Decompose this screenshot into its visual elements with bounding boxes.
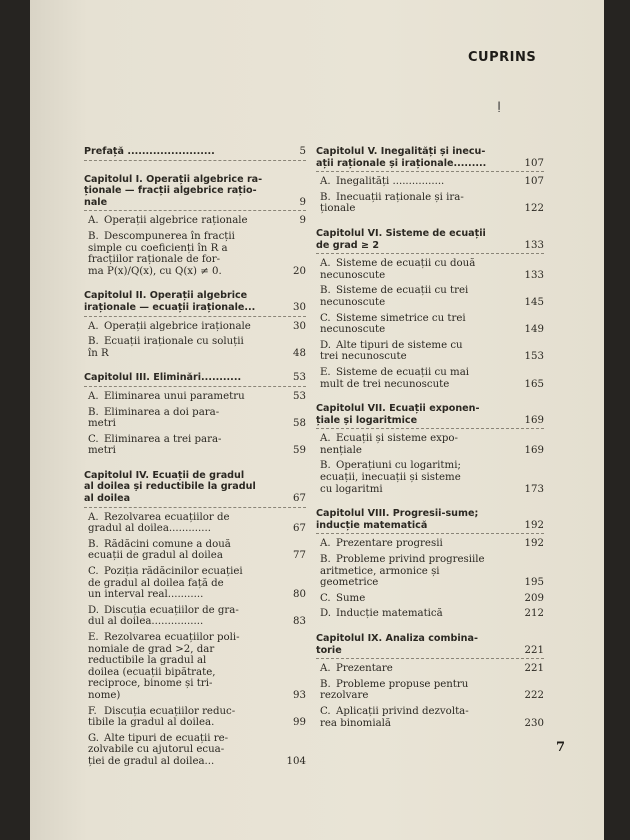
toc-entry-title: Prezentare: [336, 663, 393, 675]
toc-section-letter: A.: [320, 433, 331, 445]
toc-page-number: 222: [524, 690, 544, 702]
toc-section-letter: B.: [88, 230, 99, 242]
toc-entry-title: Operațiuni cu logaritmi; ecuații, inecuații și sisteme cu logaritmi: [320, 460, 461, 495]
toc-section: [316, 285, 544, 308]
toc-page-number: 30: [293, 301, 306, 313]
toc-section: [316, 608, 544, 620]
toc-section-letter: A.: [320, 538, 331, 550]
toc-section-letter: A.: [320, 258, 331, 270]
toc-section: [84, 231, 306, 277]
toc-page-number: 99: [293, 717, 306, 729]
toc-entry-title: Operații algebrice iraționale: [104, 320, 251, 332]
toc-page-number: 83: [293, 616, 306, 628]
toc-section-letter: D.: [320, 339, 332, 351]
toc-entry-title: Capitolul III. Eliminări...........: [84, 372, 242, 384]
toc-right-column: [316, 146, 544, 729]
toc-page-number: 149: [524, 324, 544, 336]
toc-entry-title: Capitolul VII. Ecuații exponen- țiale și logaritmice: [316, 403, 480, 426]
toc-page-number: 58: [293, 418, 306, 430]
toc-section-letter: B.: [320, 191, 331, 203]
toc-entry-title: Rădăcini comune a două ecuații de gradul al doilea: [88, 538, 231, 562]
toc-section-letter: B.: [320, 460, 331, 472]
toc-section: [316, 192, 544, 215]
toc-entry-title: Capitolul IX. Analiza combina- torie: [316, 633, 478, 656]
toc-page-number: 169: [524, 444, 544, 456]
toc-section: [316, 340, 544, 363]
toc-entry-title: Descompunerea în fracții simple cu coeficienți în R a fracțiilor raționale de for- ma P(x)/Q(x), cu Q(x) ≠ 0.: [88, 230, 235, 277]
toc-section-letter: B.: [320, 285, 331, 297]
toc-page-number: 195: [524, 577, 544, 589]
toc-page-number: 67: [293, 493, 306, 505]
toc-entry-title: Eliminarea unui parametru: [104, 390, 245, 402]
toc-entry-title: Rezolvarea ecuațiilor poli- nomiale de grad >2, dar reductibile la gradul al doilea (ecuații bipătrate, reciproce, binome și tri- nome): [88, 632, 240, 701]
toc-page-number: 107: [524, 157, 544, 169]
toc-section: [316, 433, 544, 456]
toc-section: [84, 434, 306, 457]
toc-page-number: 221: [524, 644, 544, 656]
toc-page-number: 93: [293, 689, 306, 701]
toc-entry-title: Capitolul I. Operații algebrice ra- ționale — fracții algebrice rațio- nale: [84, 173, 263, 208]
toc-page-number: 67: [293, 523, 306, 535]
toc-section-letter: D.: [88, 604, 100, 616]
toc-chapter: [84, 174, 306, 212]
toc-page-number: 59: [293, 445, 306, 457]
toc-section: [316, 367, 544, 390]
toc-chapter: [316, 146, 544, 172]
toc-section: [316, 679, 544, 702]
toc-section: [316, 663, 544, 675]
toc-section: [84, 321, 306, 333]
toc-section: [84, 512, 306, 535]
toc-section-letter: F.: [88, 705, 97, 717]
toc-section-letter: A.: [320, 663, 331, 675]
toc-section-letter: E.: [320, 366, 331, 378]
toc-entry-title: Inducție matematică: [336, 608, 443, 620]
toc-page-number: 53: [293, 390, 306, 402]
margin-mark: ǃ: [497, 100, 502, 116]
toc-chapter: [316, 228, 544, 254]
toc-section: [316, 593, 544, 605]
toc-section-letter: B.: [320, 554, 331, 566]
toc-page-number: 104: [286, 755, 306, 767]
toc-section: [316, 554, 544, 589]
toc-page-number: 107: [524, 176, 544, 188]
toc-section: [316, 176, 544, 188]
toc-section-letter: C.: [320, 312, 331, 324]
toc-chapter: [84, 470, 306, 508]
toc-page-number: 5: [299, 146, 306, 157]
toc-section: [84, 632, 306, 702]
page-title: CUPRINS: [468, 50, 537, 65]
toc-entry-title: Capitolul II. Operații algebrice iraționale — ecuații iraționale...: [84, 290, 256, 313]
toc-page-number: 122: [524, 203, 544, 215]
toc-section: [316, 538, 544, 550]
toc-section-letter: B.: [320, 678, 331, 690]
toc-entry-title: Discuția ecuațiilor de gra- dul al doilea................: [88, 604, 239, 628]
toc-entry-title: Alte tipuri de sisteme cu trei necunoscute: [320, 339, 463, 363]
toc-page-number: 77: [293, 550, 306, 562]
page-number: 7: [556, 740, 566, 755]
toc-entry-title: Eliminarea a doi para- metri: [88, 406, 220, 430]
toc-page-number: 145: [524, 296, 544, 308]
toc-entry-title: Sisteme simetrice cu trei necunoscute: [320, 312, 466, 336]
toc-page-number: 133: [524, 239, 544, 251]
toc-page-number: 153: [524, 351, 544, 363]
toc-section: [84, 215, 306, 227]
toc-entry-title: Sisteme de ecuații cu trei necunoscute: [320, 285, 469, 308]
toc-section-letter: D.: [320, 608, 332, 620]
toc-chapter: [316, 633, 544, 659]
toc-entry-title: Inecuații raționale și ira- ționale: [320, 191, 464, 215]
toc-section-letter: C.: [320, 592, 331, 604]
toc-entry-title: Prezentare progresii: [336, 538, 443, 550]
toc-page-number: 9: [299, 215, 306, 227]
toc-entry-title: Rezolvarea ecuațiilor de gradul al doilea.............: [88, 511, 230, 535]
toc-section: [316, 460, 544, 495]
toc-section: [84, 336, 306, 359]
toc-page-number: 165: [524, 378, 544, 390]
toc-section: [84, 706, 306, 729]
toc-entry-title: Prefață ........................: [84, 146, 215, 157]
toc-page-number: 209: [524, 592, 544, 604]
toc-page-number: 20: [293, 265, 306, 277]
toc-chapter: [84, 146, 306, 161]
toc-chapter: [316, 403, 544, 429]
toc-page-number: 48: [293, 347, 306, 359]
toc-section: [316, 258, 544, 281]
toc-page-number: 9: [299, 196, 306, 208]
toc-section-letter: A.: [88, 320, 99, 332]
toc-left-column: [84, 146, 306, 768]
toc-section-letter: C.: [88, 433, 99, 445]
toc-section: [84, 539, 306, 562]
toc-page-number: 133: [524, 269, 544, 281]
toc-page-number: 212: [524, 608, 544, 620]
toc-section: [84, 407, 306, 430]
toc-page-number: 230: [524, 717, 544, 729]
toc-entry-title: Ecuații și sisteme expo- nențiale: [320, 433, 458, 456]
toc-page-number: 80: [293, 589, 306, 601]
toc-section-letter: B.: [88, 336, 99, 348]
toc-section-letter: C.: [88, 566, 99, 578]
toc-section: [316, 313, 544, 336]
toc-section: [84, 605, 306, 628]
toc-entry-title: Ecuații iraționale cu soluții în R: [88, 336, 244, 359]
toc-entry-title: Poziția rădăcinilor ecuației de gradul al doilea față de un interval real...........: [88, 566, 243, 601]
toc-entry-title: Sisteme de ecuații cu mai mult de trei necunoscute: [320, 366, 470, 390]
toc-entry-title: Capitolul VI. Sisteme de ecuații de grad ≥ 2: [316, 227, 486, 251]
toc-entry-title: Capitolul V. Inegalități și inecu- ații raționale și iraționale.........: [316, 146, 487, 169]
toc-page-number: 192: [524, 519, 544, 531]
toc-section: [84, 566, 306, 601]
toc-entry-title: Probleme propuse pentru rezolvare: [320, 678, 469, 702]
toc-page-number: 169: [524, 414, 544, 426]
toc-entry-title: Capitolul VIII. Progresii-sume; inducție matematică: [316, 508, 479, 531]
toc-section-letter: A.: [88, 215, 99, 227]
toc-section-letter: A.: [320, 176, 331, 188]
toc-page-number: 221: [524, 663, 544, 675]
toc-chapter: [84, 290, 306, 316]
toc-section-letter: E.: [88, 632, 99, 643]
toc-page-number: 173: [524, 483, 544, 495]
toc-entry-title: Inegalități ................: [336, 176, 445, 188]
toc-chapter: [84, 372, 306, 387]
toc-section-letter: A.: [88, 390, 99, 402]
toc-section-letter: C.: [320, 705, 331, 717]
toc-section: [84, 391, 306, 403]
toc-entry-title: Probleme privind progresiile aritmetice, armonice și geometrice: [320, 554, 485, 589]
toc-chapter: [316, 508, 544, 534]
toc-section-letter: B.: [88, 406, 99, 418]
toc-section-letter: B.: [88, 538, 99, 550]
toc-entry-title: Discuția ecuațiilor reduc- tibile la gradul al doilea.: [88, 705, 236, 729]
toc-entry-title: Alte tipuri de ecuații re- zolvabile cu ajutorul ecua- ției de gradul al doilea...: [88, 732, 229, 767]
toc-entry-title: Eliminarea a trei para- metri: [88, 433, 222, 457]
toc-page-number: 192: [524, 538, 544, 550]
toc-section-letter: A.: [88, 511, 99, 523]
toc-entry-title: Sume: [336, 592, 366, 604]
toc-entry-title: Sisteme de ecuații cu două necunoscute: [320, 258, 476, 281]
toc-page-number: 53: [293, 372, 306, 384]
toc-page-number: 30: [293, 320, 306, 332]
toc-entry-title: Aplicații privind dezvolta- rea binomială: [320, 705, 469, 729]
toc-section: [84, 733, 306, 768]
toc-section: [316, 706, 544, 729]
toc-section-letter: G.: [88, 732, 100, 744]
toc-entry-title: Capitolul IV. Ecuații de gradul al doilea și reductibile la gradul al doilea: [84, 469, 256, 505]
toc-entry-title: Operații algebrice raționale: [104, 215, 248, 227]
